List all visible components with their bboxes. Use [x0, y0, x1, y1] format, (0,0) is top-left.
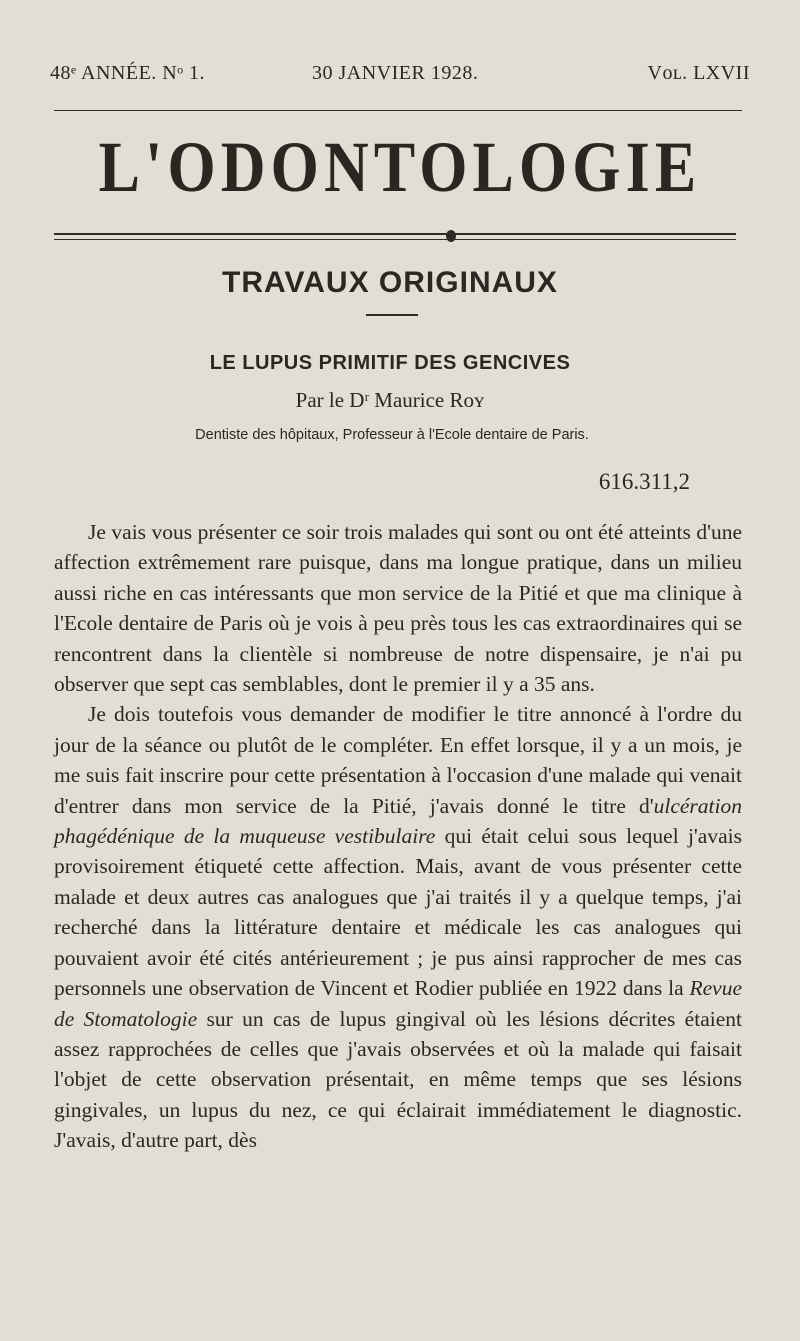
- paragraph-1: Je vais vous présenter ce soir trois malades qui sont ou ont été atteints d'une affection extrêmement rare puisque, dans ma longue pratique, dans un milieu aussi riche en cas intéressants que mon service de la Pitié et que ma clinique à l'Ecole dentaire de Paris où je vois à peu près tous les cas extraordinaires qui se rencontrent dans la clientèle si nombreuse de notre dispensaire, je n'ai pu observer que sept cas semblables, dont le premier il y a 35 ans.: [54, 520, 742, 697]
- italic-term-ulceration: ulcération phagédénique de la muqueuse vestibulaire: [54, 793, 742, 849]
- issue-date: 30 JANVIER 1928.: [312, 62, 479, 84]
- classification-number: 616.311,2: [598, 469, 690, 494]
- paragraph-2-text-b: qui était celui sous lequel j'avais provisoirement étiqueté cette affection. Mais, avant de vous présenter cette malade et deux autres cas analogues que j'ai traités il y a quelque temps, j'ai recherché dans la littérature dentaire et médicale les cas analogues qui pouvaient avoir été cités antérieurement ; je pus ainsi rapprocher de mes cas personnels une observation de Vincent et Rodier publiée en 1922 dans la: [54, 824, 742, 1001]
- section-title: TRAVAUX ORIGINAUX: [222, 266, 558, 299]
- title-rule-thin: [54, 239, 736, 240]
- journal-title: L'ODONTOLOGIE: [98, 127, 702, 207]
- paragraph-2-text-c: sur un cas de lupus gingival où les lésions décrites étaient assez rapprochées de celles que j'avais observées et où la malade qui faisait l'objet de cette observation présentait, en même temps que ses lésions gingivales, un lupus du nez, ce qui éclairait immédiatement le diagnostic. J'avais, d'autre part, dès: [54, 1006, 742, 1153]
- italic-journal-name: Revue de Stomatologie: [54, 976, 742, 1031]
- author-byline: Par le Dʳ Maurice Rᴏʏ: [295, 388, 485, 412]
- paragraph-2: [54, 699, 742, 1155]
- author-affiliation: Dentiste des hôpitaux, Professeur à l'Ecole dentaire de Paris.: [195, 427, 589, 443]
- issue-number: 48ᵉ ANNÉE. Nᵒ 1.: [50, 62, 205, 84]
- running-header: [50, 62, 750, 98]
- title-rule-thick: [54, 233, 736, 235]
- volume-number: Vᴏʟ. LXVII: [647, 62, 750, 84]
- paragraph-2-text-a: Je dois toutefois vous demander de modifier le titre annoncé à l'ordre du jour de la séance ou plutôt de le compléter. En effet lorsque, il y a un mois, je me suis fait inscrire pour cette présentation à l'occasion d'une malade qui venait d'entrer dans mon service de la Pitié, j'avais donné le titre d': [54, 702, 742, 818]
- rule-ornament: [446, 230, 456, 242]
- header-rule: [54, 110, 742, 111]
- article-body: [54, 517, 742, 1156]
- section-divider: [366, 314, 418, 316]
- article-title: LE LUPUS PRIMITIF DES GENCIVES: [209, 352, 571, 374]
